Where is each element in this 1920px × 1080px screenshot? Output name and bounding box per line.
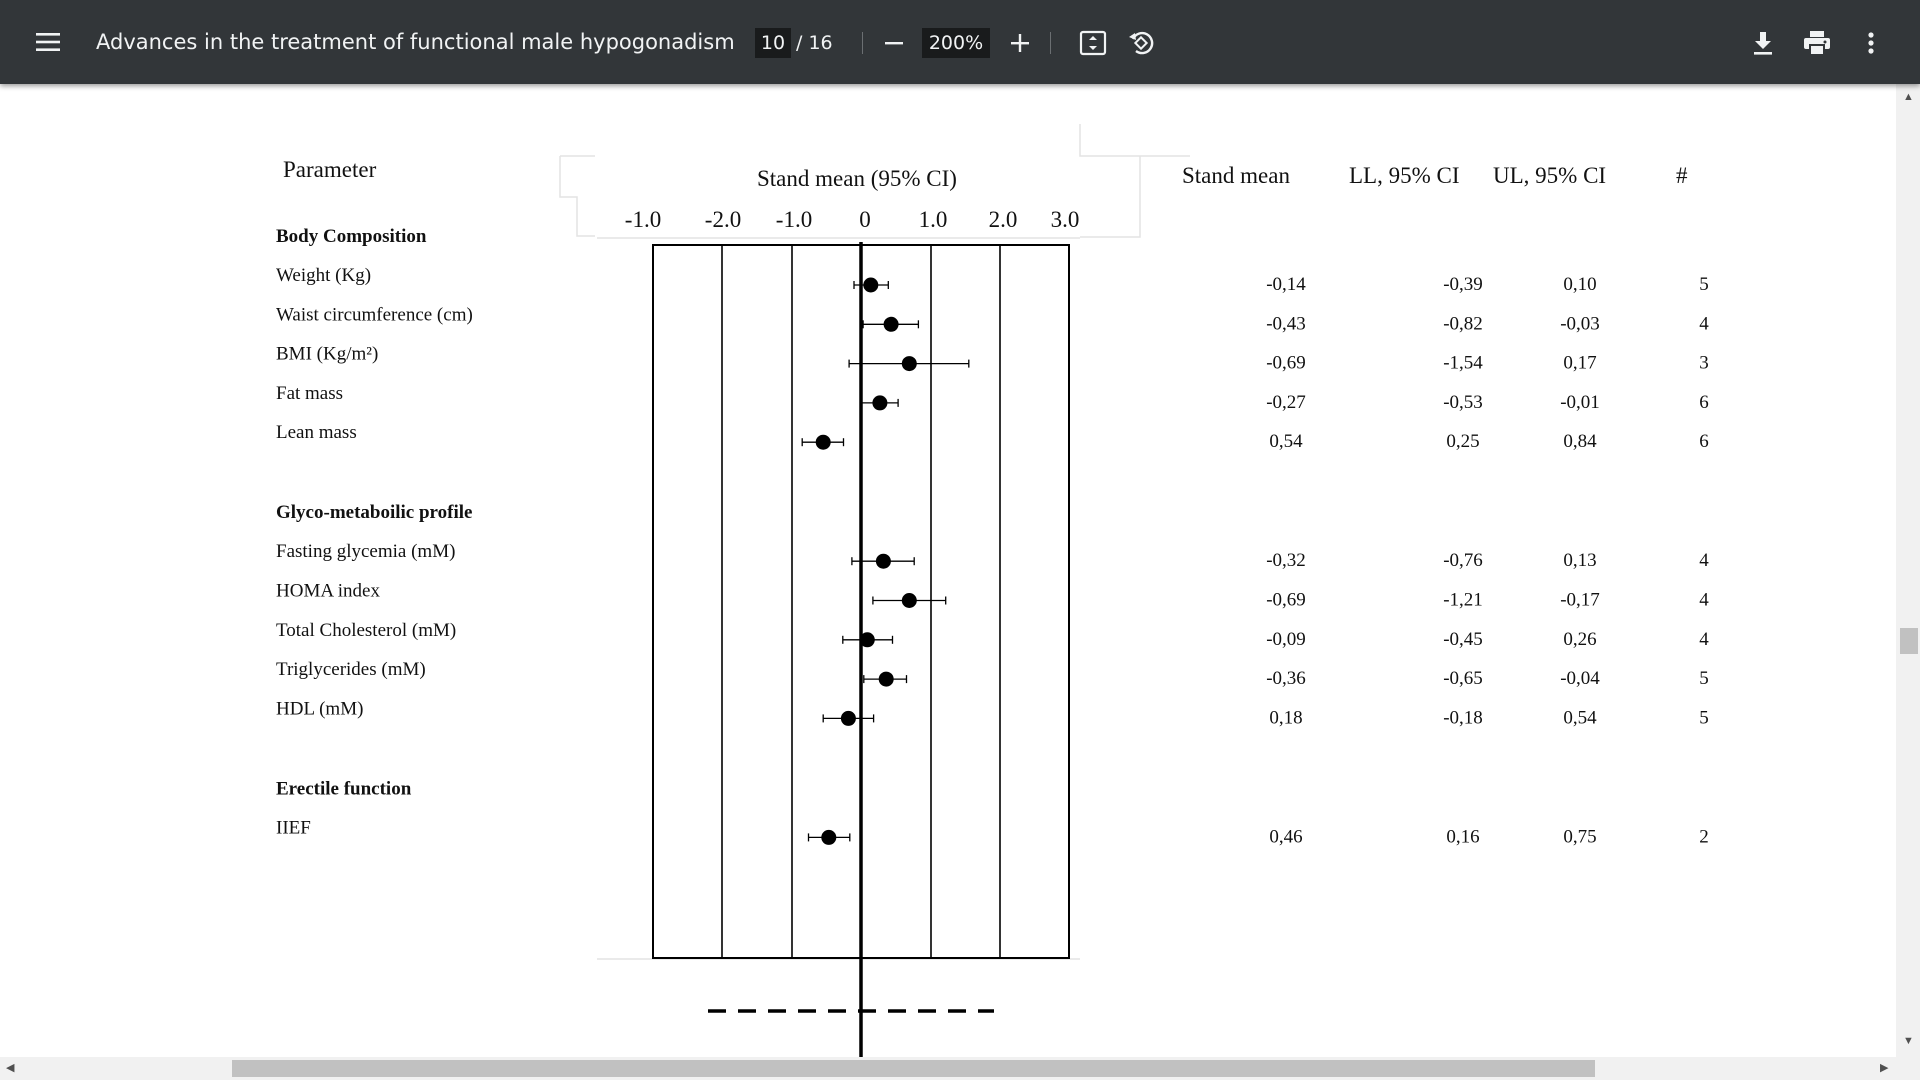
section-header: Body Composition <box>276 226 427 247</box>
row-label: HOMA index <box>276 580 380 602</box>
row-ul: -0,01 <box>1560 391 1600 413</box>
print-button[interactable] <box>1798 24 1836 62</box>
toolbar-divider <box>862 32 863 54</box>
axis-tick-label: -1.0 <box>624 207 662 232</box>
row-stand-mean: -0,69 <box>1266 352 1306 374</box>
point-estimate <box>902 356 917 371</box>
row-ul: -0,17 <box>1560 589 1600 611</box>
row-ll: -0,39 <box>1443 274 1483 295</box>
col-header-ll: LL, 95% CI <box>1349 163 1460 188</box>
row-count: 6 <box>1699 391 1709 413</box>
row-stand-mean: 0,54 <box>1269 431 1303 453</box>
row-ul: -0,04 <box>1560 668 1600 690</box>
point-estimate <box>821 830 836 845</box>
document-title: Advances in the treatment of functional male hypogonadism <box>96 30 735 54</box>
col-header-ul: UL, 95% CI <box>1493 163 1607 188</box>
point-estimate <box>876 554 891 569</box>
row-label: Triglycerides (mM) <box>276 659 426 681</box>
scroll-right-arrow[interactable]: ▶ <box>1880 1062 1889 1074</box>
row-count: 5 <box>1699 707 1709 729</box>
row-count: 2 <box>1699 826 1709 848</box>
point-estimate <box>872 395 887 410</box>
forest-rows <box>276 226 1709 847</box>
row-label: HDL (mM) <box>276 698 364 720</box>
axis-tick-labels <box>625 207 1080 232</box>
download-button[interactable] <box>1744 24 1782 62</box>
scroll-left-arrow[interactable]: ◀ <box>6 1062 15 1074</box>
axis-tick-label: 2.0 <box>988 207 1018 232</box>
row-ll: 0,25 <box>1446 431 1480 453</box>
fit-page-icon <box>1079 30 1107 56</box>
row-ul: 0,54 <box>1563 707 1597 729</box>
row-ul: 0,75 <box>1563 826 1597 848</box>
row-ll: -0,82 <box>1443 313 1483 335</box>
toolbar-divider <box>1050 32 1051 54</box>
scroll-down-arrow[interactable]: ▼ <box>1903 1035 1914 1047</box>
menu-icon <box>35 31 61 53</box>
minus-icon <box>883 32 905 54</box>
more-vert-icon <box>1867 31 1875 55</box>
point-estimate <box>816 435 831 450</box>
more-options-button[interactable] <box>1852 24 1890 62</box>
page-number-input[interactable]: 10 <box>755 28 791 58</box>
zoom-input[interactable]: 200% <box>922 28 990 58</box>
row-ul: 0,17 <box>1563 352 1597 374</box>
plus-icon <box>1009 32 1031 54</box>
col-header-count: # <box>1676 163 1688 188</box>
vertical-scrollbar[interactable] <box>1896 84 1920 1057</box>
axis-tick-label: 3.0 <box>1050 207 1080 232</box>
row-label: Fat mass <box>276 382 344 404</box>
section-header: Glyco-metaboilic profile <box>276 502 473 524</box>
row-stand-mean: 0,46 <box>1269 826 1303 848</box>
row-label: Fasting glycemia (mM) <box>276 541 456 563</box>
row-label: Weight (Kg) <box>276 265 372 286</box>
zoom-out-button[interactable] <box>876 26 912 60</box>
download-icon <box>1751 30 1775 56</box>
row-count: 4 <box>1699 313 1709 335</box>
axis-tick-label: -2.0 <box>704 207 742 232</box>
row-ul: 0,13 <box>1563 550 1597 572</box>
forest-plot-figure <box>0 84 1896 1057</box>
row-ll: -0,18 <box>1443 707 1483 729</box>
axis-tick-label: 0 <box>859 207 871 232</box>
page-total: / 16 <box>796 32 833 54</box>
point-estimate <box>902 593 917 608</box>
row-ul: -0,03 <box>1560 313 1600 335</box>
menu-button[interactable] <box>28 24 68 60</box>
row-ll: -0,76 <box>1443 550 1483 572</box>
row-ll: -1,54 <box>1443 352 1483 374</box>
row-stand-mean: -0,27 <box>1266 391 1306 413</box>
vertical-scroll-thumb[interactable] <box>1900 628 1918 654</box>
row-ll: -0,45 <box>1443 628 1483 650</box>
row-label: Waist circumference (cm) <box>276 304 473 326</box>
point-estimate <box>879 672 894 687</box>
row-label: IIEF <box>276 817 311 839</box>
point-estimate <box>884 317 899 332</box>
horizontal-scroll-thumb[interactable] <box>232 1060 1595 1077</box>
row-stand-mean: -0,09 <box>1266 628 1306 650</box>
pdf-page-view[interactable] <box>0 84 1896 1057</box>
row-stand-mean: -0,36 <box>1266 668 1306 690</box>
plot-header: Stand mean (95% CI) <box>757 166 957 191</box>
rotate-icon <box>1127 29 1155 57</box>
row-label: Lean mass <box>276 422 357 444</box>
rotate-button[interactable] <box>1122 24 1160 62</box>
row-ll: -1,21 <box>1443 589 1483 611</box>
point-estimate <box>860 632 875 647</box>
axis-tick-label: -1.0 <box>775 207 813 232</box>
row-stand-mean: -0,43 <box>1266 313 1306 335</box>
axis-tick-label: 1.0 <box>918 207 948 232</box>
print-icon <box>1803 30 1831 56</box>
row-ul: 0,10 <box>1563 274 1597 295</box>
row-count: 4 <box>1699 550 1709 572</box>
row-ll: -0,53 <box>1443 391 1483 413</box>
parameter-header: Parameter <box>283 157 377 182</box>
row-stand-mean: -0,32 <box>1266 550 1306 572</box>
section-header: Erectile function <box>276 778 412 800</box>
pdf-toolbar <box>0 0 1920 84</box>
row-stand-mean: -0,69 <box>1266 589 1306 611</box>
row-label: Total Cholesterol (mM) <box>276 619 457 641</box>
row-count: 5 <box>1699 274 1709 295</box>
horizontal-scrollbar[interactable] <box>0 1057 1920 1080</box>
row-count: 4 <box>1699 589 1709 611</box>
row-count: 3 <box>1699 352 1709 374</box>
scroll-up-arrow[interactable]: ▲ <box>1903 91 1914 103</box>
fit-page-button[interactable] <box>1074 24 1112 62</box>
row-stand-mean: 0,18 <box>1269 707 1303 729</box>
row-ul: 0,84 <box>1563 431 1597 453</box>
zoom-in-button[interactable] <box>1002 26 1038 60</box>
row-ll: 0,16 <box>1446 826 1480 848</box>
point-estimate <box>863 278 878 293</box>
row-count: 5 <box>1699 668 1709 690</box>
row-count: 6 <box>1699 431 1709 453</box>
row-ll: -0,65 <box>1443 668 1483 690</box>
row-label: BMI (Kg/m²) <box>276 343 379 365</box>
point-estimate <box>841 711 856 726</box>
col-header-stand-mean: Stand mean <box>1182 163 1290 188</box>
row-stand-mean: -0,14 <box>1266 274 1306 295</box>
row-count: 4 <box>1699 628 1709 650</box>
row-ul: 0,26 <box>1563 628 1597 650</box>
